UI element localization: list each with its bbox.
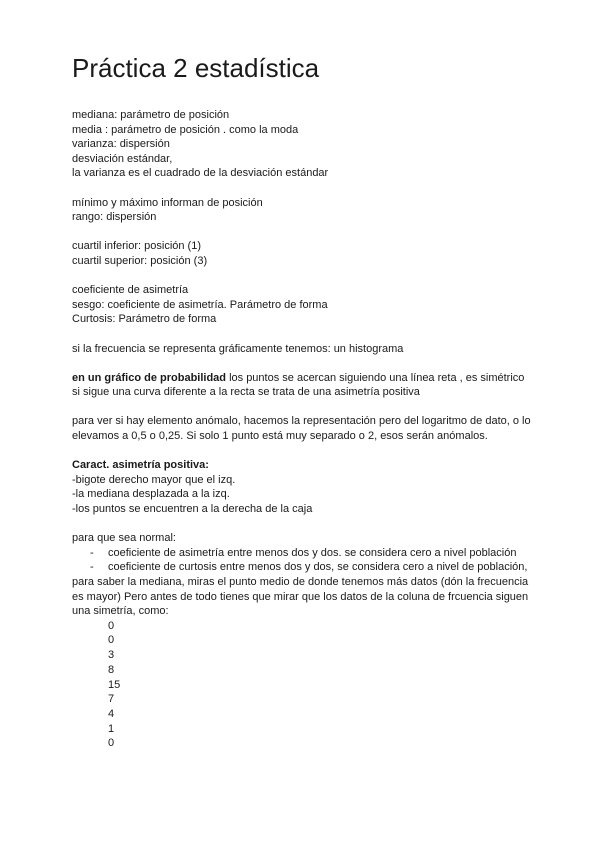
shape-block: [72, 283, 532, 327]
list-item: 1: [108, 722, 115, 735]
frequency-list: [72, 619, 532, 751]
histogram-line: si la frecuencia se representa gráficamente tenemos: un histograma: [72, 342, 404, 355]
text-line: -los puntos se encuentren a la derecha de la caja: [72, 503, 313, 516]
text-line: [72, 371, 532, 386]
list-item: 8: [108, 663, 115, 676]
list-item: 3: [108, 649, 115, 662]
text-line: la varianza es el cuadrado de la desviación estándar: [72, 167, 329, 180]
text-line: cuartil superior: posición (3): [72, 254, 208, 267]
parameters-block: [72, 108, 532, 181]
median-paragraph: para saber la mediana, miras el punto medio de donde tenemos más datos (dón la frecuencia es mayor) Pero antes de todo tienes que mirar que los datos de la coluna de frcuencia siguen una simetría, como:: [72, 576, 529, 618]
list-item: - coeficiente de curtosis entre menos dos y dos, se considera cero a nivel de población,: [90, 561, 528, 574]
anomalous-paragraph: para ver si hay elemento anómalo, hacemos la representación pero del logaritmo de dato, o lo elevamos a 0,5 o 0,25. Si solo 1 punto está muy separado o 2, esos serán anómalos.: [72, 415, 531, 443]
text-line: mínimo y máximo informan de posición: [72, 196, 263, 209]
text-line: si sigue una curva diferente a la recta se trata de una asimetría positiva: [72, 386, 420, 399]
page-title: Práctica 2 estadística: [72, 53, 320, 83]
list-item: - coeficiente de asimetría entre menos dos y dos. se considera cero a nivel población: [90, 546, 517, 559]
text-line: desviación estándar,: [72, 152, 173, 165]
text-line: cuartil inferior: posición (1): [72, 240, 201, 253]
dash-bullet: -: [90, 546, 94, 559]
list-item: 0: [108, 619, 115, 632]
range-block: [72, 196, 532, 225]
text-line: varianza: dispersión: [72, 138, 170, 151]
list-item: 7: [108, 693, 115, 706]
text-line: -bigote derecho mayor que el izq.: [72, 473, 236, 486]
text-line: para que sea normal:: [72, 532, 176, 545]
positive-asymmetry-block: [72, 458, 532, 516]
quartile-block: [72, 239, 532, 268]
text-line: media : parámetro de posición . como la moda: [72, 123, 299, 136]
text-line: mediana: parámetro de posición: [72, 109, 230, 121]
text-line: rango: dispersión: [72, 211, 157, 224]
text-line: -la mediana desplazada a la izq.: [72, 488, 230, 501]
text-line: coeficiente de asimetría: [72, 284, 189, 297]
dash-list: [72, 546, 532, 575]
dash-bullet: -: [90, 561, 94, 574]
normal-block: [72, 531, 532, 575]
list-item: 0: [108, 737, 115, 750]
list-item: 0: [108, 634, 115, 647]
probability-bold: en un gráfico de probabilidad: [72, 371, 227, 384]
probability-block: [72, 371, 532, 400]
text-line: sesgo: coeficiente de asimetría. Parámetro de forma: [72, 298, 328, 311]
list-item: 15: [108, 678, 121, 691]
list-item: 4: [108, 708, 115, 720]
document-page: [72, 52, 532, 751]
probability-rest: los puntos se acercan siguiendo una línea reta , es simétrico: [226, 371, 525, 384]
text-line: Curtosis: Parámetro de forma: [72, 313, 217, 326]
section-heading: Caract. asimetría positiva:: [72, 459, 209, 472]
